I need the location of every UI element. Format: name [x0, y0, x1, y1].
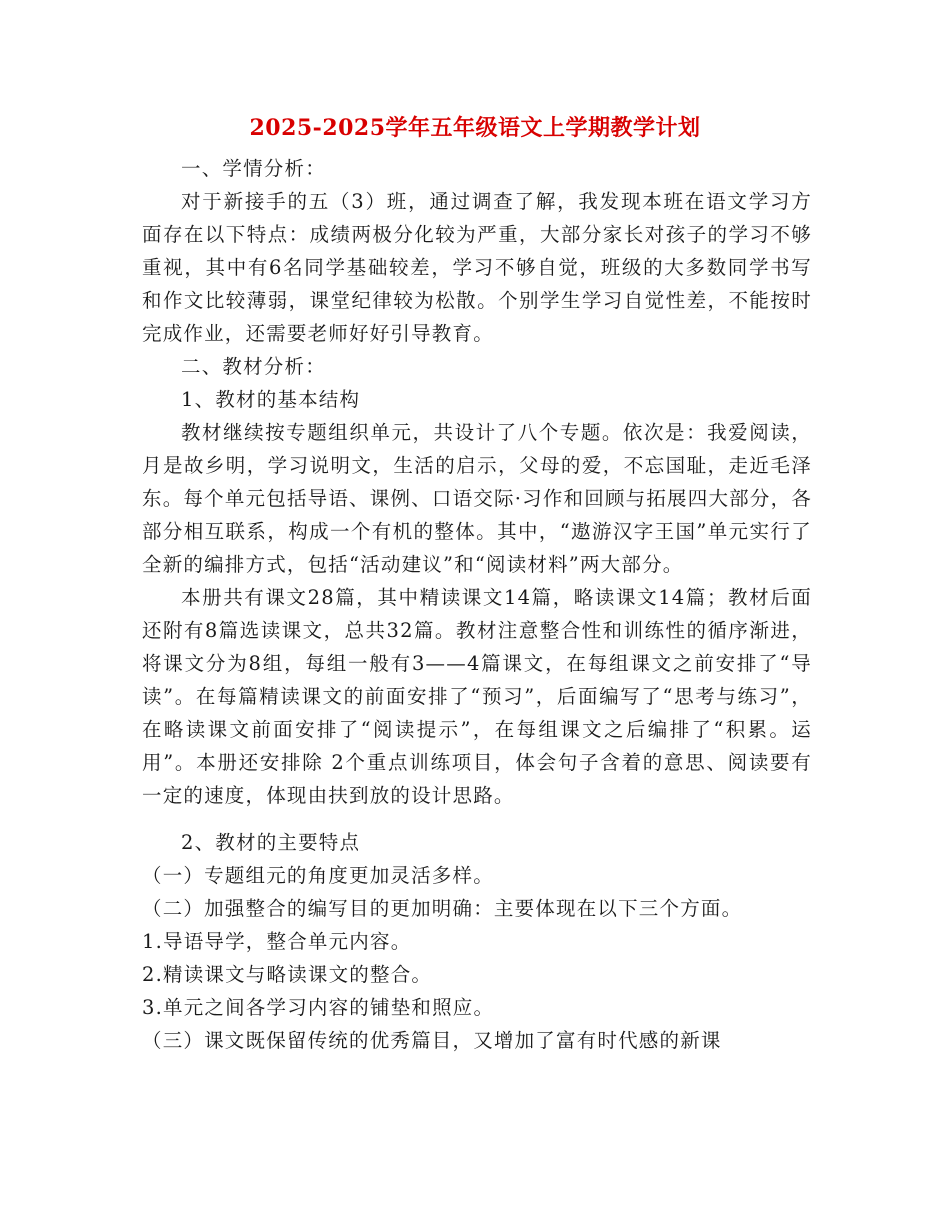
list-item-feature-1: （一）专题组元的角度更加灵活多样。: [142, 864, 494, 887]
list-item-integration-3: 3.单元之间各学习内容的铺垫和照应。: [142, 996, 495, 1019]
heading-textbook-analysis: 二、教材分析：: [181, 355, 326, 378]
list-item-integration-2: 2.精读课文与略读课文的整合。: [142, 963, 433, 986]
subheading-main-features: 2、教材的主要特点: [181, 831, 361, 854]
list-item-feature-2: （二）加强整合的编写目的更加明确：主要体现在以下三个方面。: [142, 897, 743, 920]
paragraph-learning-analysis: 对于新接手的五（3）班，通过调查了解，我发现本班在语文学习方面存在以下特点：成绩两极分化较为严重，大部分家长对孩子的学习不够重视，其中有6名同学基础较差，学习不够自觉，班级的大多数同学书写和作文比较薄弱，课堂纪律较为松散。个别学生学习自觉性差，不能按时完成作业，还需要老师好好引导教育。: [142, 190, 812, 345]
document-body: [142, 152, 812, 1057]
paragraph-lesson-count: 本册共有课文28篇，其中精读课文14篇，略读课文14篇；教材后面还附有8篇选读课文，总共32篇。教材注意整合性和训练性的循序渐进，将课文分为8组，每组一般有3——4篇课文，在每组课文之前安排了“导读”。在每篇精读课文的前面安排了“预习”，后面编写了“思考与练习”，在略读课文前面安排了“阅读提示”，在每组课文之后编排了“积累。运用”。本册还安排除 2个重点训练项目，体会句子含着的意思、阅读要有一定的速度，体现由扶到放的设计思路。: [142, 586, 812, 807]
list-item-feature-3: （三）课文既保留传统的优秀篇目，又增加了富有时代感的新课: [142, 1029, 722, 1052]
list-item-integration-1: 1.导语导学，整合单元内容。: [142, 930, 412, 953]
subheading-basic-structure: 1、教材的基本结构: [181, 388, 361, 411]
document-title: 2025-2025学年五年级语文上学期教学计划: [249, 115, 701, 141]
paragraph-basic-structure: 教材继续按专题组织单元，共设计了八个专题。依次是：我爱阅读，月是故乡明，学习说明文，生活的启示，父母的爱，不忘国耻，走近毛泽东。每个单元包括导语、课例、口语交际·习作和回顾与拓展四大部分，各部分相互联系，构成一个有机的整体。其中，“遨游汉字王国”单元实行了全新的编排方式，包括“活动建议”和“阅读材料”两大部分。: [142, 421, 812, 576]
heading-learning-analysis: 一、学情分析：: [181, 157, 326, 180]
